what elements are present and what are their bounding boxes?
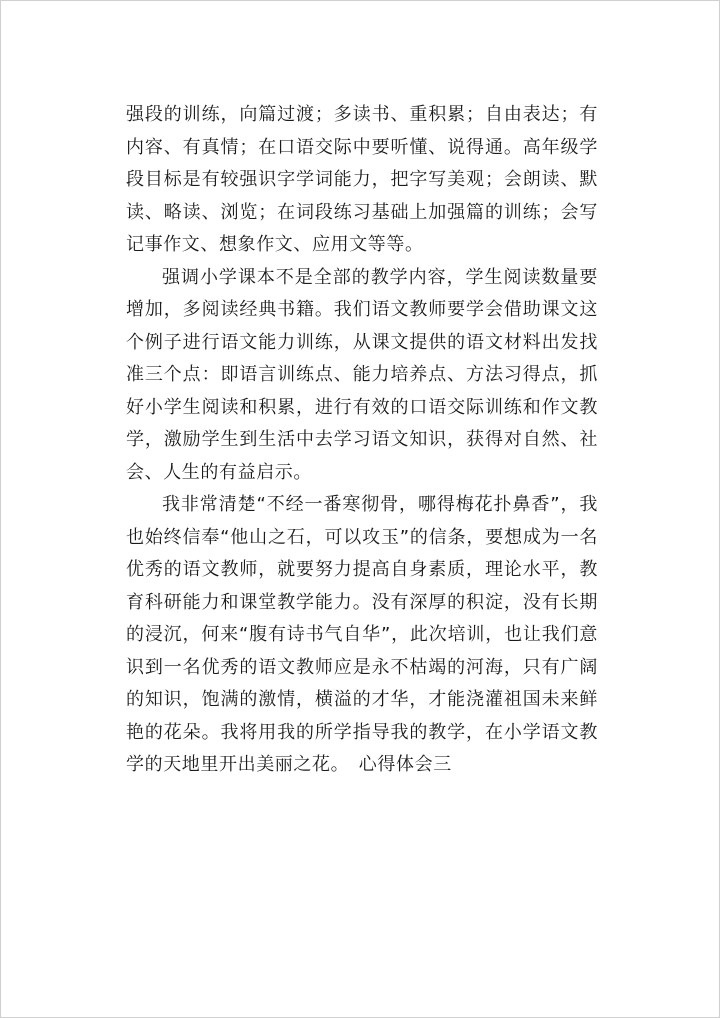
paragraph-2: 强调小学课本不是全部的教学内容，学生阅读数量要增加，多阅读经典书籍。我们语文教师要学会借助课文这个例子进行语文能力训练，从课文提供的语文材料出发找准三个点：即语言训练点、能力培养点、方法习得点，抓好小学生阅读和积累，进行有效的口语交际训练和作文教学，激励学生到生活中去学习语文知识，获得对自然、社会、人生的有益启示。 xyxy=(126,266,598,483)
document-body xyxy=(126,99,598,782)
paragraph-3: 我非常清楚“不经一番寒彻骨，哪得梅花扑鼻香”，我也始终信奉“他山之石，可以攻玉”的信条，要想成为一名优秀的语文教师，就要努力提高自身素质，理论水平，教育科研能力和课堂教学能力。没有深厚的积淀，没有长期的浸沉，何来“腹有诗书气自华”，此次培训，也让我们意识到一名优秀的语文教师应是永不枯竭的河海，只有广阔的知识，饱满的激情，横溢的才华，才能浇灌祖国未来鲜艳的花朵。我将用我的所学指导我的教学，在小学语文教学的天地里开出美丽之花。 心得体会三 xyxy=(126,494,598,775)
paragraph-1: 强段的训练，向篇过渡；多读书、重积累；自由表达；有内容、有真情；在口语交际中要听懂、说得通。高年级学段目标是有较强识字学词能力，把字写美观；会朗读、默读、略读、浏览；在词段练习基础上加强篇的训练；会写记事作文、想象作文、应用文等等。 xyxy=(126,104,598,255)
